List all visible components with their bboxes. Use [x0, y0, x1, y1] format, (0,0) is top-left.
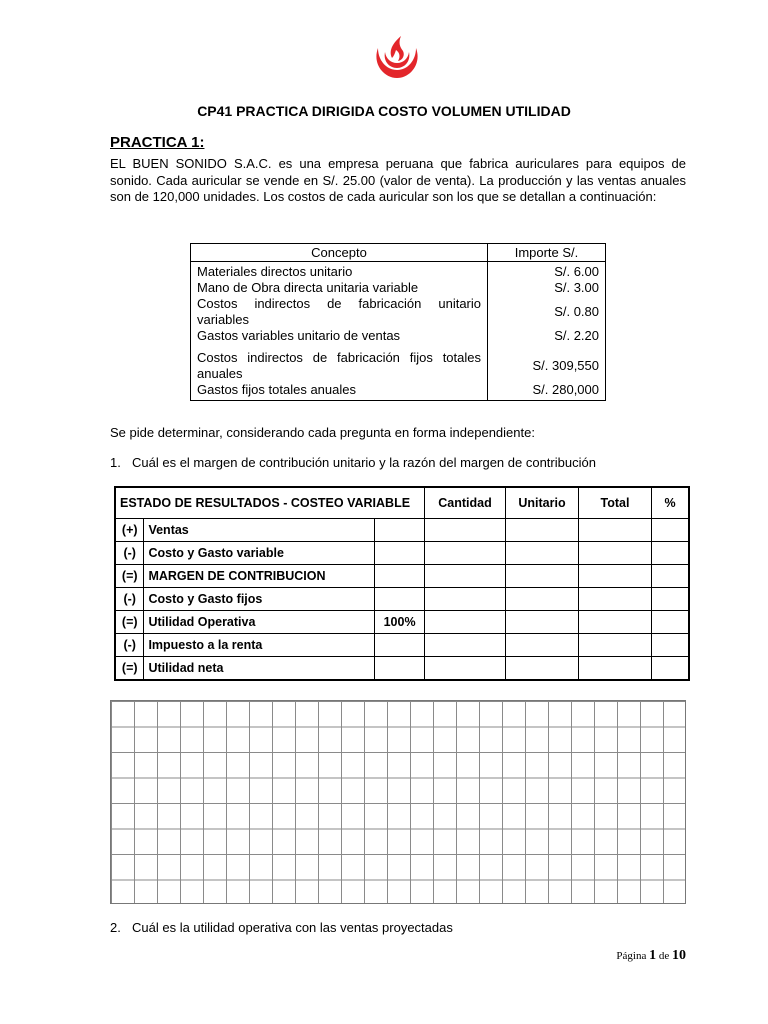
university-logo	[370, 34, 424, 78]
unitario-cell[interactable]	[506, 634, 579, 657]
cost-concept: Costos indirectos de fabricación fijos totales anuales	[191, 350, 488, 382]
cost-concept: Mano de Obra directa unitaria variable	[191, 280, 488, 296]
percent-cell[interactable]	[652, 657, 690, 681]
cost-table-header	[191, 244, 606, 262]
cost-concept: Materiales directos unitario	[191, 262, 488, 281]
question-text: Cuál es el margen de contribución unitario y la razón del margen de contribución	[132, 455, 596, 470]
calculation-grid	[110, 700, 686, 904]
practice-heading: PRACTICA 1:	[110, 134, 205, 151]
cost-amount: S/. 2.20	[488, 328, 606, 350]
row-sign: (=)	[115, 657, 144, 681]
cost-concept: Gastos fijos totales anuales	[191, 382, 488, 401]
cost-amount: S/. 309,550	[488, 350, 606, 382]
percent-cell[interactable]	[652, 634, 690, 657]
cost-row	[191, 350, 606, 382]
page-total: 10	[672, 948, 686, 963]
question-text: Cuál es la utilidad operativa con las ventas proyectadas	[132, 920, 453, 935]
column-total: Total	[579, 487, 652, 519]
column-cantidad: Cantidad	[425, 487, 506, 519]
income-statement-row	[115, 611, 689, 634]
intro-paragraph: EL BUEN SONIDO S.A.C. es una empresa peruana que fabrica auriculares para equipos de sonido. Cada auricular se vende en S/. 25.00 (valor de venta). La producción y las ventas anuales son de 120,000 unidades. Los costos de cada auricular son los que se detallan a continuación:	[110, 156, 686, 204]
cost-row	[191, 382, 606, 401]
total-cell[interactable]	[579, 657, 652, 681]
row-label: Costo y Gasto variable	[144, 542, 375, 565]
unitario-cell[interactable]	[506, 611, 579, 634]
unitario-cell[interactable]	[506, 519, 579, 542]
question-number: 1.	[110, 455, 121, 470]
income-statement-row	[115, 588, 689, 611]
row-label: Costo y Gasto fijos	[144, 588, 375, 611]
row-extra	[375, 519, 425, 542]
row-sign: (=)	[115, 565, 144, 588]
cantidad-cell[interactable]	[425, 588, 506, 611]
row-sign: (-)	[115, 542, 144, 565]
cantidad-cell[interactable]	[425, 611, 506, 634]
question-2	[110, 920, 453, 935]
total-cell[interactable]	[579, 565, 652, 588]
row-sign: (-)	[115, 588, 144, 611]
row-label: Impuesto a la renta	[144, 634, 375, 657]
row-label: Utilidad neta	[144, 657, 375, 681]
unitario-cell[interactable]	[506, 542, 579, 565]
cost-concept: Costos indirectos de fabricación unitario variables	[191, 296, 488, 328]
income-statement-row	[115, 519, 689, 542]
cost-amount: S/. 3.00	[488, 280, 606, 296]
page-number: 1	[649, 948, 657, 963]
row-extra	[375, 542, 425, 565]
page-label: Página	[616, 950, 647, 962]
cost-row	[191, 296, 606, 328]
row-label: Ventas	[144, 519, 375, 542]
cantidad-cell[interactable]	[425, 565, 506, 588]
question-1	[110, 455, 596, 470]
income-statement-row	[115, 565, 689, 588]
total-cell[interactable]	[579, 611, 652, 634]
cantidad-cell[interactable]	[425, 519, 506, 542]
cost-concept: Gastos variables unitario de ventas	[191, 328, 488, 350]
row-extra	[375, 657, 425, 681]
unitario-cell[interactable]	[506, 565, 579, 588]
income-statement-row	[115, 634, 689, 657]
cost-amount: S/. 6.00	[488, 262, 606, 281]
income-statement-title: ESTADO DE RESULTADOS - COSTEO VARIABLE	[115, 487, 425, 519]
instruction-text: Se pide determinar, considerando cada pregunta en forma independiente:	[110, 425, 535, 440]
page-of: de	[658, 950, 670, 962]
row-sign: (+)	[115, 519, 144, 542]
row-label: MARGEN DE CONTRIBUCION	[144, 565, 375, 588]
cost-row	[191, 328, 606, 350]
column-unitario: Unitario	[506, 487, 579, 519]
row-extra	[375, 588, 425, 611]
row-sign: (=)	[115, 611, 144, 634]
amount-header: Importe S/.	[488, 244, 606, 262]
total-cell[interactable]	[579, 588, 652, 611]
percent-cell[interactable]	[652, 519, 690, 542]
page-footer	[616, 948, 686, 964]
total-cell[interactable]	[579, 634, 652, 657]
cantidad-cell[interactable]	[425, 657, 506, 681]
cantidad-cell[interactable]	[425, 634, 506, 657]
cost-amount: S/. 0.80	[488, 296, 606, 328]
cost-amount: S/. 280,000	[488, 382, 606, 401]
cost-row	[191, 262, 606, 281]
percent-cell[interactable]	[652, 611, 690, 634]
percent-cell[interactable]	[652, 565, 690, 588]
cantidad-cell[interactable]	[425, 542, 506, 565]
concept-header: Concepto	[191, 244, 488, 262]
question-number: 2.	[110, 920, 121, 935]
row-extra: 100%	[375, 611, 425, 634]
unitario-cell[interactable]	[506, 588, 579, 611]
income-statement-table	[114, 486, 690, 681]
percent-cell[interactable]	[652, 588, 690, 611]
income-statement-row	[115, 657, 689, 681]
total-cell[interactable]	[579, 519, 652, 542]
row-extra	[375, 565, 425, 588]
total-cell[interactable]	[579, 542, 652, 565]
row-extra	[375, 634, 425, 657]
row-label: Utilidad Operativa	[144, 611, 375, 634]
income-statement-row	[115, 542, 689, 565]
column-percent: %	[652, 487, 690, 519]
cost-table	[190, 243, 606, 401]
income-statement-header	[115, 487, 689, 519]
cost-row	[191, 280, 606, 296]
percent-cell[interactable]	[652, 542, 690, 565]
unitario-cell[interactable]	[506, 657, 579, 681]
row-sign: (-)	[115, 634, 144, 657]
document-title: CP41 PRACTICA DIRIGIDA COSTO VOLUMEN UTILIDAD	[197, 103, 571, 119]
